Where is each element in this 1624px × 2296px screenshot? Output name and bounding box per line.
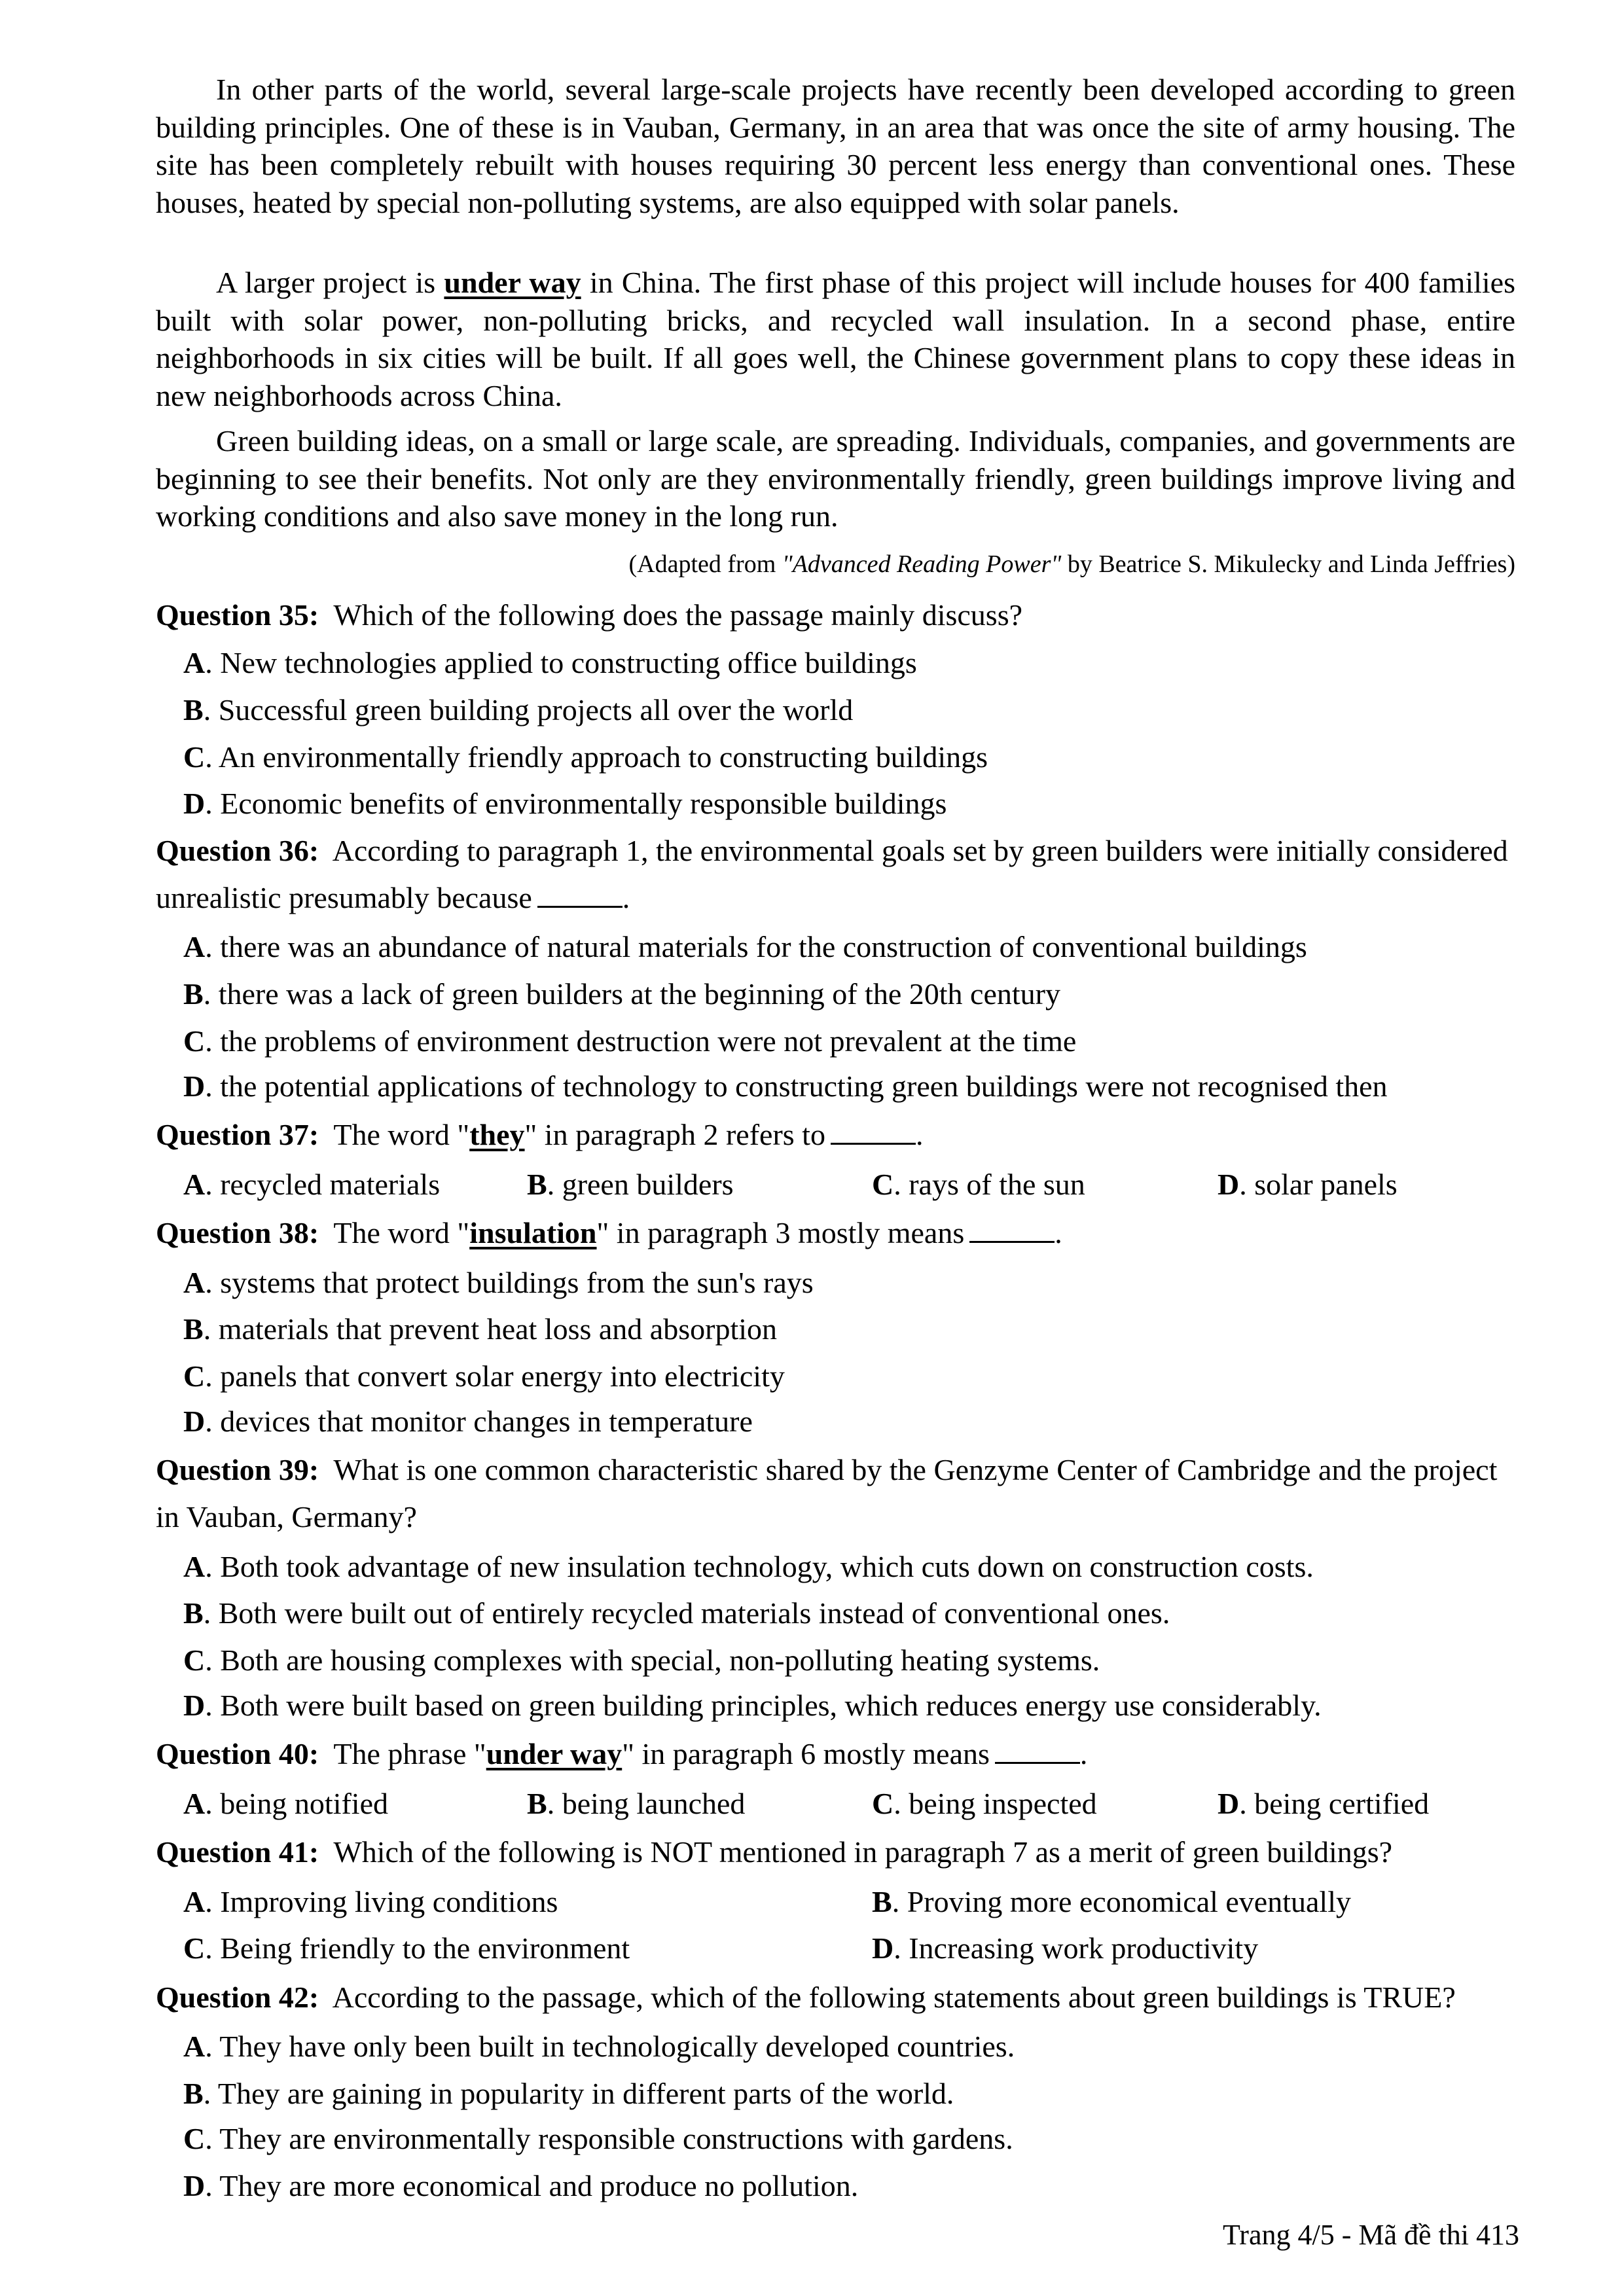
question-text: The word "	[333, 1118, 470, 1151]
option-letter: B	[183, 1312, 204, 1346]
option-letter: C	[872, 1168, 894, 1201]
option-letter: B	[183, 1596, 204, 1630]
question-38-option-b[interactable]: B. materials that prevent heat loss and absorption	[183, 1312, 778, 1346]
passage-paragraph-6	[156, 264, 1515, 414]
source-citation	[156, 550, 1515, 579]
option-text: being inspected	[909, 1787, 1097, 1820]
question-label: Question 35:	[156, 598, 319, 632]
option-text: recycled materials	[220, 1168, 441, 1201]
question-label: Question 36:	[156, 834, 319, 867]
option-text: Economic benefits of environmentally responsible buildings	[220, 787, 947, 820]
option-text: Both took advantage of new insulation technology, which cuts down on construction costs.	[220, 1550, 1314, 1583]
question-text: According to paragraph 1, the environmental goals set by green builders were initially considered unrealistic presumably because	[156, 834, 1516, 914]
question-38	[156, 1210, 1515, 1257]
question-37	[156, 1111, 1515, 1158]
question-text: The word "	[333, 1216, 470, 1249]
option-text: there was an abundance of natural materials for the construction of conventional buildings	[220, 930, 1307, 963]
question-38-option-a[interactable]: A. systems that protect buildings from the sun's rays	[183, 1266, 814, 1299]
option-letter: D	[872, 1931, 894, 1965]
question-41	[156, 1829, 1515, 1876]
option-letter: C	[183, 2122, 206, 2155]
question-42	[156, 1974, 1515, 2021]
option-letter: C	[183, 740, 206, 774]
option-text: Improving living conditions	[220, 1885, 558, 1918]
highlighted-word-insulation: insulation	[469, 1216, 597, 1249]
question-text: Which of the following does the passage mainly discuss?	[333, 598, 1023, 632]
option-letter: A	[183, 2030, 206, 2063]
option-text: Proving more economical eventually	[907, 1885, 1351, 1918]
option-letter: A	[183, 1885, 206, 1918]
option-text: They have only been built in technologically developed countries.	[219, 2030, 1015, 2063]
option-text: They are gaining in popularity in different parts of the world.	[217, 2077, 954, 2110]
question-42-option-b[interactable]: B. They are gaining in popularity in different parts of the world.	[183, 2077, 954, 2110]
question-label: Question 37:	[156, 1118, 319, 1151]
option-text: green builders	[562, 1168, 734, 1201]
question-label: Question 42:	[156, 1981, 319, 2014]
question-36	[156, 827, 1515, 922]
citation-prefix: (Adapted from	[628, 550, 782, 578]
option-letter: D	[1218, 1168, 1240, 1201]
question-39-option-a[interactable]: A. Both took advantage of new insulation technology, which cuts down on construction costs.	[183, 1550, 1314, 1583]
question-42-option-d[interactable]: D. They are more economical and produce no pollution.	[183, 2169, 859, 2202]
option-letter: D	[183, 2169, 206, 2202]
option-letter: D	[183, 1069, 206, 1103]
question-37-option-a[interactable]: A. recycled materials	[183, 1168, 441, 1201]
option-text: Both were built based on green building principles, which reduces energy use considerably.	[220, 1689, 1322, 1722]
option-text: An environmentally friendly approach to constructing buildings	[218, 740, 988, 774]
option-letter: D	[183, 787, 206, 820]
question-35-option-b[interactable]: B. Successful green building projects all over the world	[183, 693, 854, 726]
question-text: What is one common characteristic shared by the Genzyme Center of Cambridge and the project in Vauban, Germany?	[156, 1453, 1505, 1534]
option-text: Both were built out of entirely recycled materials instead of conventional ones.	[218, 1596, 1170, 1630]
question-41-option-b[interactable]: B. Proving more economical eventually	[872, 1885, 1351, 1918]
paragraph-text: A larger project is	[216, 266, 444, 299]
question-40-option-b[interactable]: B. being launched	[527, 1787, 746, 1820]
option-letter: B	[183, 2077, 204, 2110]
passage-paragraph-7: Green building ideas, on a small or large scale, are spreading. Individuals, companies, and governments are beginning to see their benefits. Not only are they environmentally friendly, green buildings improve living and working conditions and also save money in the long run.	[156, 424, 1515, 533]
option-text: being launched	[562, 1787, 746, 1820]
question-41-option-c[interactable]: C. Being friendly to the environment	[183, 1931, 630, 1965]
question-text: Which of the following is NOT mentioned in paragraph 7 as a merit of green buildings?	[333, 1835, 1393, 1869]
answer-blank	[969, 1240, 1055, 1243]
option-text: solar panels	[1254, 1168, 1398, 1201]
option-text: rays of the sun	[909, 1168, 1085, 1201]
option-text: Being friendly to the environment	[220, 1931, 630, 1965]
option-letter: B	[872, 1885, 892, 1918]
question-40	[156, 1731, 1515, 1778]
question-39-option-d[interactable]: D. Both were built based on green building principles, which reduces energy use considerably.	[183, 1689, 1322, 1722]
question-36-option-a[interactable]: A. there was an abundance of natural materials for the construction of conventional buildings	[183, 930, 1307, 963]
question-36-option-b[interactable]: B. there was a lack of green builders at the beginning of the 20th century	[183, 977, 1060, 1011]
question-text: " in paragraph 2 refers to	[524, 1118, 825, 1151]
question-text: The phrase "	[333, 1737, 486, 1770]
option-letter: B	[183, 977, 204, 1011]
answer-blank	[537, 905, 623, 908]
question-40-option-a[interactable]: A. being notified	[183, 1787, 389, 1820]
option-text: Increasing work productivity	[909, 1931, 1259, 1965]
question-35-option-d[interactable]: D. Economic benefits of environmentally responsible buildings	[183, 787, 947, 820]
question-37-option-b[interactable]: B. green builders	[527, 1168, 734, 1201]
question-39-option-c[interactable]: C. Both are housing complexes with special, non-polluting heating systems.	[183, 1643, 1100, 1677]
question-text: According to the passage, which of the following statements about green buildings is TRUE?	[332, 1981, 1456, 2014]
option-letter: B	[183, 693, 204, 726]
option-letter: D	[1218, 1787, 1240, 1820]
option-text: being certified	[1254, 1787, 1430, 1820]
passage-paragraph-5: In other parts of the world, several large-scale projects have recently been developed according to green building principles. One of these is in Vauban, Germany, in an area that was once the site of army housing. The site has been completely rebuilt with houses requiring 30 percent less energy than conventional ones. These houses, heated by special non-polluting systems, are also equipped with solar panels.	[156, 73, 1515, 219]
option-text: materials that prevent heat loss and absorption	[218, 1312, 778, 1346]
option-letter: D	[183, 1689, 206, 1722]
option-letter: A	[183, 646, 206, 679]
option-letter: B	[527, 1168, 547, 1201]
question-36-option-d[interactable]: D. the potential applications of technology to constructing green buildings were not recognised then	[183, 1069, 1388, 1103]
option-letter: C	[183, 1931, 206, 1965]
option-letter: A	[183, 1550, 206, 1583]
question-41-option-a[interactable]: A. Improving living conditions	[183, 1885, 558, 1918]
question-label: Question 41:	[156, 1835, 319, 1869]
option-text: the problems of environment destruction were not prevalent at the time	[220, 1024, 1077, 1058]
option-text: systems that protect buildings from the sun's rays	[220, 1266, 814, 1299]
option-text: being notified	[220, 1787, 389, 1820]
option-text: Successful green building projects all over the world	[218, 693, 854, 726]
option-letter: A	[183, 1168, 206, 1201]
question-label: Question 40:	[156, 1737, 319, 1770]
punctuation: .	[622, 881, 630, 914]
question-40-option-c[interactable]: C. being inspected	[872, 1787, 1097, 1820]
question-text: " in paragraph 6 mostly means	[622, 1737, 990, 1770]
question-39-option-b[interactable]: B. Both were built out of entirely recycled materials instead of conventional ones.	[183, 1596, 1170, 1630]
option-letter: C	[183, 1359, 206, 1393]
answer-blank	[831, 1142, 916, 1145]
paragraph-text: in China. The first phase of this project will include houses for 400 families built with solar power, non-polluting bricks, and recycled wall insulation. In a second phase, entire neighborhoods in six cities will be built. If all goes well, the Chinese government plans to copy these ideas in new neighborhoods across China.	[156, 266, 1515, 412]
option-text: New technologies applied to constructing office buildings	[220, 646, 917, 679]
question-text: " in paragraph 3 mostly means	[596, 1216, 965, 1249]
option-letter: D	[183, 1405, 206, 1438]
highlighted-phrase-under-way: under way	[486, 1737, 623, 1770]
question-39	[156, 1446, 1515, 1541]
answer-blank	[995, 1761, 1080, 1764]
punctuation: .	[1055, 1216, 1062, 1249]
citation-title: "Advanced Reading Power"	[782, 550, 1062, 578]
option-text: They are more economical and produce no pollution.	[219, 2169, 859, 2202]
question-35-option-c[interactable]: C. An environmentally friendly approach to constructing buildings	[183, 740, 988, 774]
punctuation: .	[915, 1118, 924, 1151]
option-letter: C	[183, 1643, 206, 1677]
question-37-option-c[interactable]: C. rays of the sun	[872, 1168, 1085, 1201]
question-35-option-a[interactable]: A. New technologies applied to constructing office buildings	[183, 646, 917, 679]
option-text: Both are housing complexes with special, non-polluting heating systems.	[220, 1643, 1100, 1677]
option-text: the potential applications of technology to constructing green buildings were not recognised then	[220, 1069, 1388, 1103]
option-letter: B	[527, 1787, 547, 1820]
highlighted-phrase-under-way: under way	[444, 266, 581, 299]
option-letter: C	[183, 1024, 206, 1058]
option-letter: A	[183, 1266, 206, 1299]
question-37-option-d[interactable]: D. solar panels	[1218, 1168, 1398, 1201]
question-38-option-c[interactable]: C. panels that convert solar energy into electricity	[183, 1359, 785, 1393]
question-label: Question 39:	[156, 1453, 319, 1486]
option-text: They are environmentally responsible constructions with gardens.	[219, 2122, 1013, 2155]
option-text: devices that monitor changes in temperature	[220, 1405, 753, 1438]
option-text: there was a lack of green builders at the beginning of the 20th century	[218, 977, 1060, 1011]
highlighted-word-they: they	[469, 1118, 525, 1151]
option-letter: C	[872, 1787, 894, 1820]
question-40-option-d[interactable]: D. being certified	[1218, 1787, 1430, 1820]
option-text: panels that convert solar energy into electricity	[220, 1359, 785, 1393]
page-footer: Trang 4/5 - Mã đề thi 413	[1222, 2219, 1519, 2251]
question-42-option-c[interactable]: C. They are environmentally responsible constructions with gardens.	[183, 2122, 1013, 2155]
citation-authors: by Beatrice S. Mikulecky and Linda Jeffries)	[1061, 550, 1515, 578]
question-36-option-c[interactable]: C. the problems of environment destruction were not prevalent at the time	[183, 1024, 1077, 1058]
punctuation: .	[1079, 1737, 1088, 1770]
question-41-option-d[interactable]: D. Increasing work productivity	[872, 1931, 1259, 1965]
question-label: Question 38:	[156, 1216, 319, 1249]
option-letter: A	[183, 930, 206, 963]
question-42-option-a[interactable]: A. They have only been built in technologically developed countries.	[183, 2030, 1015, 2063]
question-35	[156, 592, 1515, 639]
question-38-option-d[interactable]: D. devices that monitor changes in temperature	[183, 1405, 753, 1438]
option-letter: A	[183, 1787, 206, 1820]
